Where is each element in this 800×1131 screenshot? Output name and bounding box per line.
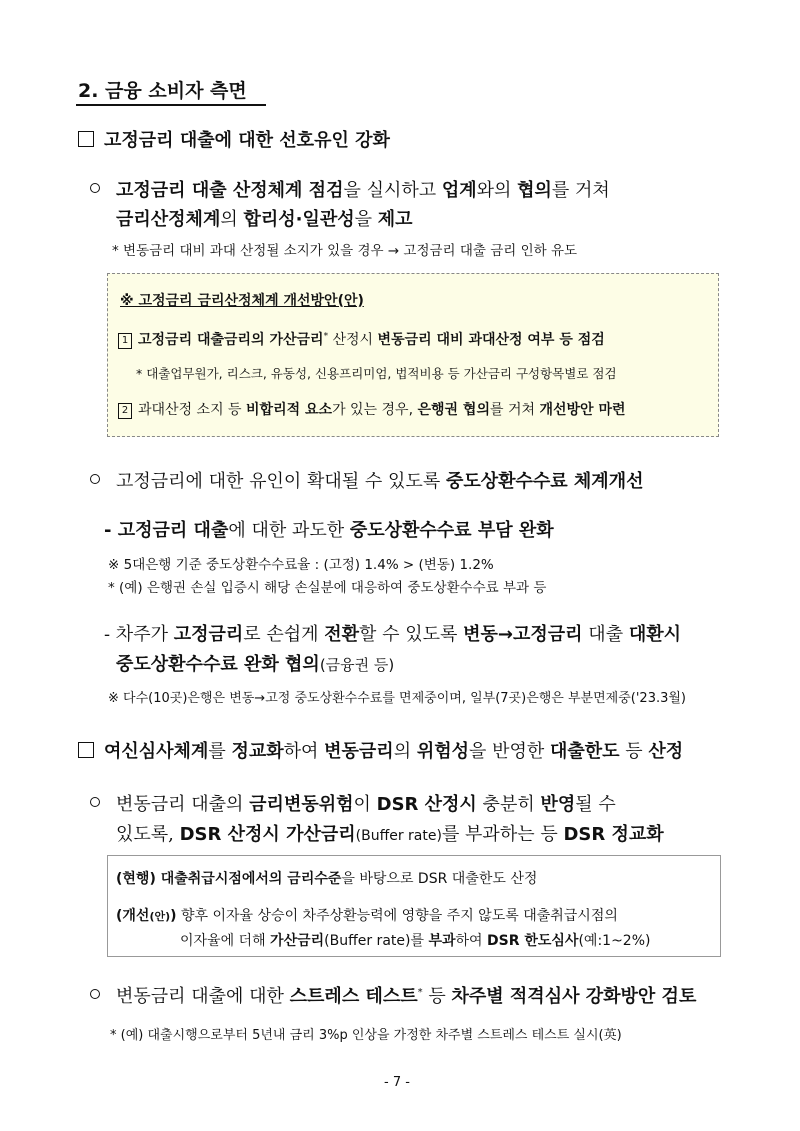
section2-title: 여신심사체계를 정교화하여 변동금리의 위험성을 반영한 대출한도 등 산정 xyxy=(78,737,683,763)
page-number: - 7 - xyxy=(384,1075,410,1090)
box2-improved-line2: 이자율에 더해 가산금리(Buffer rate)를 부과하여 DSR 한도심사(예:1~2%) xyxy=(180,933,651,949)
section1-dash2-line1: - 차주가 고정금리로 손쉽게 전환할 수 있도록 변동→고정금리 대출 대환시 xyxy=(104,624,681,645)
section1-title: 고정금리 대출에 대한 선호유인 강화 xyxy=(78,126,390,152)
checkbox-square-icon xyxy=(78,131,94,147)
box1-item2: 2 과대산정 소지 등 비합리적 요소가 있는 경우, 은행권 협의를 거쳐 개선방안 마련 xyxy=(118,399,626,419)
box1-title: ※ 고정금리 금리산정체계 개선방안(안) xyxy=(120,293,364,309)
number-box: 1 xyxy=(118,333,132,349)
heading-underline xyxy=(76,104,266,106)
box1-item1-note: * 대출업무원가, 리스크, 유동성, 신용프리미엄, 법적비용 등 가산금리 구성항목별로 점검 xyxy=(136,366,617,381)
box1-item1: 1 고정금리 대출금리의 가산금리* 산정시 변동금리 대비 과대산정 여부 등 점검 xyxy=(118,329,605,349)
section1-dash1-note1: ※ 5대은행 기준 중도상환수수료율 : (고정) 1.4% > (변동) 1.2% xyxy=(108,557,494,573)
circle-bullet-icon xyxy=(90,183,100,193)
section1-bullet2: 고정금리에 대한 유인이 확대될 수 있도록 중도상환수수료 체계개선 xyxy=(90,467,643,493)
circle-bullet-icon xyxy=(90,474,100,484)
section1-dash1-note2: * (예) 은행권 손실 입증시 해당 손실분에 대응하여 중도상환수수료 부과 등 xyxy=(108,580,547,596)
box2-current: (현행) 대출취급시점에서의 금리수준을 바탕으로 DSR 대출한도 산정 xyxy=(116,871,538,887)
section2-bullet1-line1: 변동금리 대출의 금리변동위험이 DSR 산정시 충분히 반영될 수 xyxy=(90,790,616,816)
section1-bullet1-line1: 고정금리 대출 산정체계 점검을 실시하고 업계와의 협의를 거쳐 xyxy=(90,176,610,202)
section1-dash1: - 고정금리 대출에 대한 과도한 중도상환수수료 부담 완화 xyxy=(104,520,554,541)
section1-dash2-line2: 중도상환수수료 완화 협의(금융권 등) xyxy=(116,654,395,675)
number-box: 2 xyxy=(118,403,132,419)
improvement-plan-box xyxy=(107,273,719,437)
section2-bullet1-line2: 있도록, DSR 산정시 가산금리(Buffer rate)를 부과하는 등 DSR 정교화 xyxy=(116,824,664,845)
section1-bullet1-note: * 변동금리 대비 과대 산정될 소지가 있을 경우 → 고정금리 대출 금리 인하 유도 xyxy=(112,243,578,259)
section1-bullet1-line2: 금리산정체계의 합리성·일관성을 제고 xyxy=(116,209,413,230)
section1-dash2-note: ※ 다수(10곳)은행은 변동→고정 중도상환수수료를 면제중이며, 일부(7곳)은행은 부분면제중('23.3월) xyxy=(108,691,687,706)
section2-bullet2: 변동금리 대출에 대한 스트레스 테스트* 등 차주별 적격심사 강화방안 검토 xyxy=(90,982,696,1008)
checkbox-square-icon xyxy=(78,742,94,758)
page-heading: 2. 금융 소비자 측면 xyxy=(78,80,247,102)
circle-bullet-icon xyxy=(90,989,100,999)
section2-bullet2-note: * (예) 대출시행으로부터 5년내 금리 3%p 인상을 가정한 차주별 스트레스 테스트 실시(英) xyxy=(110,1028,622,1043)
box2-improved-line1: (개선(안)) 향후 이자율 상승이 차주상환능력에 영향을 주지 않도록 대출취급시점의 xyxy=(116,908,618,924)
dsr-comparison-box xyxy=(107,855,721,957)
circle-bullet-icon xyxy=(90,797,100,807)
